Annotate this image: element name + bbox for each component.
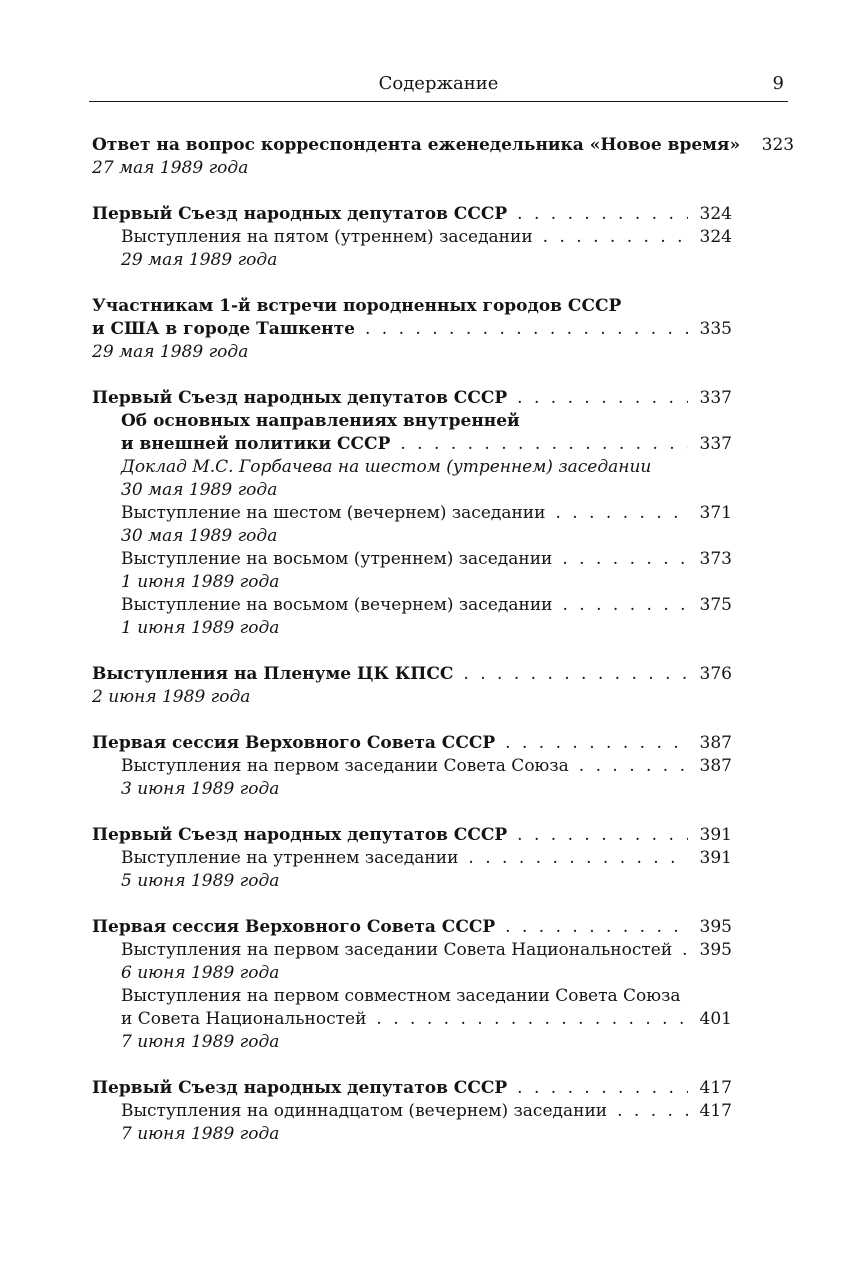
toc-date-text: 7 июня 1989 года: [121, 1032, 280, 1052]
toc-entry: [92, 824, 732, 847]
toc-section: [92, 916, 732, 1054]
toc-subentry-title: Выступление на шестом (вечернем) заседании: [121, 503, 546, 523]
toc-entry: [92, 732, 732, 755]
toc-date-text: 5 июня 1989 года: [121, 871, 280, 891]
toc-subentry-title: Выступления на первом заседании Совета Союза: [121, 756, 569, 776]
toc-subentry: [92, 1100, 732, 1123]
toc-page-number: 335: [699, 319, 732, 339]
toc-subentry-title: и внешней политики СССР: [121, 434, 391, 454]
toc-entry-title: Первый Съезд народных депутатов СССР: [92, 204, 508, 224]
toc-subentry-title: Выступление на восьмом (вечернем) заседании: [121, 595, 553, 615]
toc-page-number: 375: [699, 595, 732, 615]
header-page-number: 9: [772, 73, 784, 94]
dot-leader: [505, 732, 688, 755]
toc-entry: [92, 1077, 732, 1100]
toc-date: [92, 617, 732, 640]
header-title: Содержание: [378, 73, 499, 94]
toc-section: [92, 732, 732, 801]
toc-entry-title: Первый Съезд народных депутатов СССР: [92, 388, 508, 408]
toc-date-text: 29 мая 1989 года: [121, 250, 278, 270]
toc-date-text: 1 июня 1989 года: [121, 572, 280, 592]
toc-page-number: 324: [699, 227, 732, 247]
toc-subentry-line: [92, 410, 732, 433]
toc-entry: [92, 663, 732, 686]
toc-entry: [92, 318, 732, 341]
toc-date: [92, 479, 732, 502]
toc-date-text: 27 мая 1989 года: [92, 158, 249, 178]
toc-page-number: 417: [699, 1078, 732, 1098]
toc-subentry-title: Выступления на пятом (утреннем) заседании: [121, 227, 533, 247]
toc-date: [92, 870, 732, 893]
dot-leader: [400, 433, 688, 456]
toc-section: [92, 824, 732, 893]
dot-leader: [579, 755, 688, 778]
toc-date: [92, 962, 732, 985]
toc-page-number: 373: [699, 549, 732, 569]
toc-date-text: 30 мая 1989 года: [121, 480, 278, 500]
dot-leader: [555, 502, 688, 525]
toc-section: [92, 663, 732, 709]
toc-page-number: 401: [699, 1009, 732, 1029]
dot-leader: [517, 203, 688, 226]
toc-section: [92, 1077, 732, 1146]
toc-subentry: [92, 502, 732, 525]
toc-subentry: [92, 433, 732, 456]
toc-page-number: 324: [699, 204, 732, 224]
dot-leader: [517, 387, 688, 410]
toc-page-number: 337: [699, 388, 732, 408]
toc-page-number: 323: [761, 135, 795, 155]
toc-page-number: 391: [699, 825, 732, 845]
toc-date-text: 2 июня 1989 года: [92, 687, 251, 707]
toc-subentry-title: Выступление на восьмом (утреннем) заседании: [121, 549, 553, 569]
dot-leader: [543, 226, 688, 249]
toc-entry-title: Первый Съезд народных депутатов СССР: [92, 825, 508, 845]
running-header: [89, 73, 788, 102]
toc-entry: [92, 916, 732, 939]
toc-entry: [92, 134, 795, 157]
toc-subentry: [92, 226, 732, 249]
toc-page-number: 417: [699, 1101, 732, 1121]
toc-date: [92, 1031, 732, 1054]
toc-date: [92, 525, 732, 548]
toc-subentry-title: и Совета Национальностей: [121, 1009, 367, 1029]
toc-subentry-line: [92, 985, 732, 1008]
toc-entry-line: [92, 295, 732, 318]
toc-note-text: Доклад М.С. Горбачева на шестом (утреннем) заседании: [121, 457, 652, 477]
toc-subentry: [92, 548, 732, 571]
toc-date: [92, 686, 732, 709]
dot-leader: [562, 594, 688, 617]
dot-leader: [463, 663, 688, 686]
toc-date-text: 3 июня 1989 года: [121, 779, 280, 799]
toc-entry-title: Выступления на Пленуме ЦК КПСС: [92, 664, 454, 684]
toc-date-text: 30 мая 1989 года: [121, 526, 278, 546]
dot-leader: [517, 1077, 688, 1100]
toc-date-text: 29 мая 1989 года: [92, 342, 249, 362]
toc-entry-title: Первый Съезд народных депутатов СССР: [92, 1078, 508, 1098]
toc-page-number: 337: [699, 434, 732, 454]
toc-section: [92, 203, 732, 272]
toc-page-number: 371: [699, 503, 732, 523]
toc-date: [92, 778, 732, 801]
toc-entry-title: и США в городе Ташкенте: [92, 319, 355, 339]
toc-subentry: [92, 847, 732, 870]
toc-page-number: 395: [699, 917, 732, 937]
toc-entry-title: Первая сессия Верховного Совета СССР: [92, 733, 496, 753]
toc-subentry-title: Об основных направлениях внутренней: [121, 411, 520, 431]
toc-page-number: 391: [699, 848, 732, 868]
dot-leader: [517, 824, 688, 847]
toc-subentry-title: Выступления на первом заседании Совета Национальностей: [121, 940, 673, 960]
toc-subentry: [92, 939, 732, 962]
toc-date-text: 6 июня 1989 года: [121, 963, 280, 983]
toc-subentry: [92, 755, 732, 778]
dot-leader: [682, 939, 688, 962]
toc-entry-title: Ответ на вопрос корреспондента еженедельника «Новое время»: [92, 135, 741, 155]
toc-section: [92, 387, 732, 640]
dot-leader: [505, 916, 688, 939]
toc-date: [92, 571, 732, 594]
dot-leader: [365, 318, 688, 341]
toc-subentry-title: Выступления на одиннадцатом (вечернем) заседании: [121, 1101, 608, 1121]
toc-note: [92, 456, 732, 479]
toc-date: [92, 341, 732, 364]
toc-subentry-title: Выступления на первом совместном заседании Совета Союза: [121, 986, 681, 1006]
toc-date: [92, 157, 732, 180]
toc-section: [92, 134, 795, 180]
toc-date-text: 1 июня 1989 года: [121, 618, 280, 638]
toc-page-number: 387: [699, 756, 732, 776]
dot-leader: [468, 847, 688, 870]
toc-entry-title: Первая сессия Верховного Совета СССР: [92, 917, 496, 937]
toc-entry: [92, 387, 732, 410]
toc-page-number: 395: [699, 940, 732, 960]
toc-date: [92, 1123, 732, 1146]
dot-leader: [376, 1008, 688, 1031]
toc-subentry: [92, 1008, 732, 1031]
toc-entry-title: Участникам 1-й встречи породненных городов СССР: [92, 296, 622, 316]
table-of-contents: [92, 134, 795, 1169]
dot-leader: [617, 1100, 688, 1123]
toc-entry: [92, 203, 732, 226]
toc-page-number: 387: [699, 733, 732, 753]
toc-section: [92, 295, 732, 364]
toc-date-text: 7 июня 1989 года: [121, 1124, 280, 1144]
dot-leader: [562, 548, 688, 571]
toc-date: [92, 249, 732, 272]
toc-page-number: 376: [699, 664, 732, 684]
toc-subentry-title: Выступление на утреннем заседании: [121, 848, 459, 868]
toc-subentry: [92, 594, 732, 617]
